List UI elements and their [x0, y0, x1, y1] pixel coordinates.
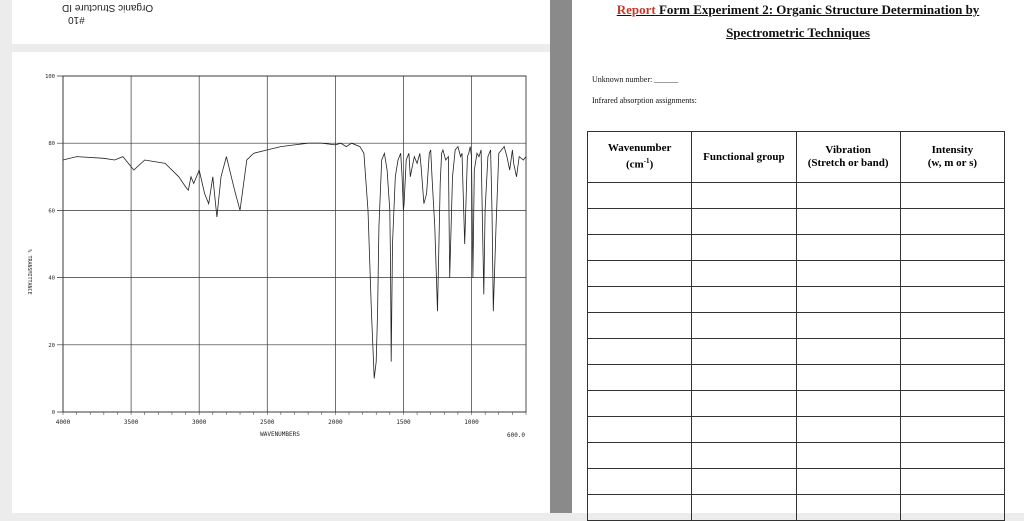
header-wavenumber-unit-post: ) — [649, 158, 654, 171]
table-cell — [692, 287, 796, 313]
table-row — [588, 417, 1005, 443]
table-cell — [692, 313, 796, 339]
table-cell — [588, 469, 692, 495]
x-tick-label: 3500 — [123, 419, 139, 426]
table-cell — [588, 391, 692, 417]
y-tick-label: 60 — [48, 208, 55, 215]
table-row — [588, 313, 1005, 339]
report-title-line2: Spectrometric Techniques — [726, 25, 870, 40]
table-cell — [692, 183, 796, 209]
table-row — [588, 287, 1005, 313]
table-cell — [900, 469, 1004, 495]
table-cell — [692, 469, 796, 495]
table-cell — [900, 313, 1004, 339]
table-cell — [692, 339, 796, 365]
header-intensity — [900, 132, 1004, 183]
table-cell — [796, 469, 900, 495]
y-tick-label: 100 — [45, 74, 55, 80]
table-row — [588, 235, 1005, 261]
header-wavenumber-unit-sup: -1 — [643, 157, 650, 166]
y-tick-label: 0 — [51, 410, 55, 416]
header-vibration-sub: (Stretch or band) — [807, 157, 889, 169]
table-header-row — [588, 132, 1005, 183]
table-cell — [588, 495, 692, 521]
table-cell — [796, 339, 900, 365]
table-row — [588, 495, 1005, 521]
left-header-line1: Organic Structure ID — [62, 2, 154, 13]
table-row — [588, 209, 1005, 235]
table-cell — [900, 417, 1004, 443]
table-cell — [796, 209, 900, 235]
header-vibration — [796, 132, 900, 183]
page-divider — [550, 0, 572, 513]
table-cell — [900, 495, 1004, 521]
table-cell — [796, 287, 900, 313]
left-header-line2: #10 — [68, 14, 85, 25]
table-cell — [900, 287, 1004, 313]
table-cell — [692, 495, 796, 521]
table-cell — [588, 287, 692, 313]
x-tick-label: 600.0 — [506, 432, 526, 439]
table-cell — [900, 339, 1004, 365]
report-form-page — [572, 0, 1024, 513]
y-tick-label: 40 — [48, 275, 55, 282]
table-cell — [796, 443, 900, 469]
table-cell — [796, 365, 900, 391]
table-row — [588, 469, 1005, 495]
table-cell — [900, 443, 1004, 469]
table-cell — [692, 261, 796, 287]
table-cell — [692, 365, 796, 391]
table-cell — [796, 417, 900, 443]
unknown-number-label: Unknown number: ______ — [592, 75, 679, 84]
table-cell — [900, 365, 1004, 391]
x-tick-label: 3000 — [191, 419, 207, 426]
header-vibration-title: Vibration — [825, 144, 871, 156]
table-cell — [588, 235, 692, 261]
table-cell — [588, 417, 692, 443]
table-cell — [900, 261, 1004, 287]
table-cell — [796, 261, 900, 287]
table-cell — [796, 495, 900, 521]
table-cell — [900, 391, 1004, 417]
table-cell — [900, 235, 1004, 261]
report-title-line1 — [572, 2, 1024, 18]
x-axis-label: WAVENUMBERS — [260, 431, 300, 438]
header-functional-group: Functional group — [692, 132, 796, 183]
x-tick-label: 1000 — [464, 419, 479, 426]
table-row — [588, 183, 1005, 209]
infrared-assignments-label: Infrared absorption assignments: — [592, 96, 697, 105]
table-row — [588, 443, 1005, 469]
table-row — [588, 261, 1005, 287]
y-tick-labels — [45, 74, 55, 416]
x-tick-label: 1500 — [396, 419, 411, 426]
table-row — [588, 339, 1005, 365]
y-tick-label: 80 — [48, 141, 55, 148]
x-tick-label: 4000 — [55, 419, 71, 426]
header-wavenumber-unit-pre: (cm — [626, 158, 644, 171]
header-wavenumber — [588, 132, 692, 183]
table-cell — [796, 183, 900, 209]
x-tick-label: 2500 — [260, 419, 275, 426]
table-cell — [588, 339, 692, 365]
table-cell — [796, 391, 900, 417]
table-row — [588, 391, 1005, 417]
table-row — [588, 365, 1005, 391]
spectrum-line — [63, 143, 526, 378]
table-cell — [588, 443, 692, 469]
table-cell — [588, 209, 692, 235]
table-cell — [588, 313, 692, 339]
table-cell — [588, 261, 692, 287]
table-cell — [692, 391, 796, 417]
ir-spectrum-chart — [12, 52, 550, 513]
spectrum-page-top-strip — [12, 0, 550, 44]
table-cell — [692, 209, 796, 235]
table-cell — [900, 183, 1004, 209]
table-cell — [692, 417, 796, 443]
header-wavenumber-title: Wavenumber — [607, 142, 672, 155]
report-title-word: Report — [616, 2, 656, 17]
table-cell — [692, 235, 796, 261]
table-cell — [900, 209, 1004, 235]
chart-grid — [57, 76, 526, 415]
table-cell — [588, 183, 692, 209]
ir-spectrum-page — [12, 52, 550, 513]
y-tick-label: 20 — [48, 342, 55, 349]
report-title-rest: Form Experiment 2: Organic Structure Determination by — [658, 2, 980, 17]
y-axis-label: % TRANSMITTANCE — [26, 249, 32, 295]
header-intensity-title: Intensity — [931, 144, 974, 156]
header-intensity-sub: (w, m or s) — [927, 157, 978, 169]
table-cell — [796, 313, 900, 339]
table-cell — [796, 235, 900, 261]
table-cell — [692, 443, 796, 469]
table-cell — [588, 365, 692, 391]
chart-frame — [63, 76, 526, 412]
x-tick-label: 2000 — [328, 419, 343, 426]
assignment-table — [587, 131, 1005, 521]
